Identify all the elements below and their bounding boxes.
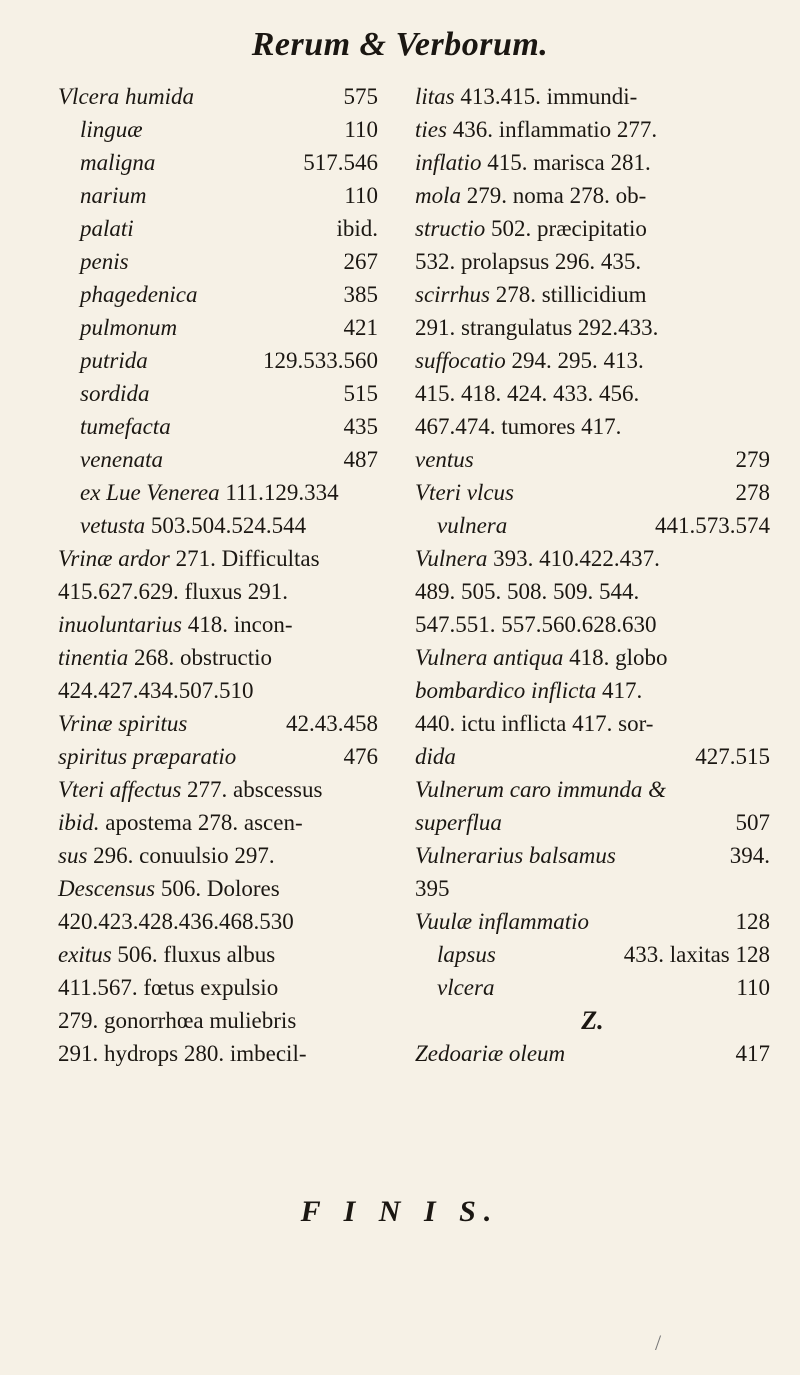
entry-reference: 441.573.574 <box>655 513 770 538</box>
entry-term: Vteri affectus <box>58 777 182 802</box>
index-entry <box>415 674 770 707</box>
entry-term: spiritus præparatio <box>58 744 237 769</box>
entry-term: vlcera <box>437 975 495 1000</box>
entry-reference: 424.427.434.507.510 <box>58 678 254 703</box>
entry-reference: 421 <box>343 315 378 340</box>
index-entry <box>58 1037 378 1070</box>
entry-term: mola <box>415 183 461 208</box>
entry-reference: 278. stillicidium <box>495 282 647 307</box>
index-entry <box>415 113 770 146</box>
entry-term: ibid. <box>58 810 100 835</box>
entry-reference: 427.515 <box>695 744 770 769</box>
entry-reference: 394. <box>729 843 770 868</box>
entry-reference: 110 <box>736 975 770 1000</box>
page-header: Rerum & Verborum. <box>251 26 549 63</box>
index-entry <box>415 344 770 377</box>
entry-reference: 436. inflammatio 277. <box>452 117 658 142</box>
entry-term: Vuulæ inflammatio <box>415 909 589 934</box>
index-entry <box>415 245 770 278</box>
entry-reference: 413.415. immundi- <box>460 84 638 109</box>
entry-reference: 395 <box>415 876 450 901</box>
entry-term: tumefacta <box>80 414 171 439</box>
left-column <box>58 80 378 1070</box>
entry-reference: 415. 418. 424. 433. 456. <box>415 381 640 406</box>
index-entry <box>58 905 378 938</box>
entry-term: structio <box>415 216 486 241</box>
entry-reference: 415. marisca 281. <box>487 150 651 175</box>
entry-term: superflua <box>415 810 502 835</box>
entry-reference: 291. strangulatus 292.433. <box>415 315 659 340</box>
entry-reference: 502. præcipitatio <box>491 216 647 241</box>
entry-reference: 111.129.334 <box>225 480 339 505</box>
entry-term: Descensus <box>58 876 156 901</box>
index-entry <box>415 575 770 608</box>
index-entry <box>58 212 378 245</box>
entry-term: inflatio <box>415 150 482 175</box>
entry-term: palati <box>80 216 134 241</box>
index-entry <box>415 938 770 971</box>
entry-reference: 129.533.560 <box>263 348 378 373</box>
entry-term: Vulnera antiqua <box>415 645 564 670</box>
entry-term: ties <box>415 117 447 142</box>
index-entry <box>58 839 378 872</box>
entry-reference: 503.504.524.544 <box>150 513 307 538</box>
entry-reference: 385 <box>343 282 378 307</box>
index-entry <box>415 1037 770 1070</box>
entry-reference: 417 <box>735 1041 770 1066</box>
index-entry <box>415 872 770 905</box>
entry-reference: 440. ictu inflicta 417. sor- <box>415 711 654 736</box>
entry-reference: 415.627.629. fluxus 291. <box>58 579 288 604</box>
entry-reference: 411.567. fœtus expulsio <box>58 975 279 1000</box>
stray-mark: / <box>655 1330 662 1355</box>
finis-footer: F I N I S. <box>300 1195 500 1228</box>
entry-term: suffocatio <box>415 348 506 373</box>
entry-reference: 476 <box>343 744 378 769</box>
index-entry <box>58 1004 378 1037</box>
entry-reference: 506. fluxus albus <box>117 942 276 967</box>
entry-term: maligna <box>80 150 156 175</box>
entry-term: vetusta <box>80 513 146 538</box>
entry-term: Vulnerum caro immunda & <box>415 777 667 802</box>
entry-term: Vteri vlcus <box>415 480 514 505</box>
entry-reference: 515 <box>343 381 378 406</box>
index-entry <box>58 740 378 773</box>
index-entry <box>415 311 770 344</box>
entry-reference: 277. abscessus <box>187 777 323 802</box>
entry-reference: 271. Difficultas <box>175 546 320 571</box>
entry-reference: 433. laxitas 128 <box>623 942 770 967</box>
entry-reference: 507 <box>735 810 770 835</box>
entry-reference: 575 <box>343 84 378 109</box>
entry-reference: 279 <box>735 447 770 472</box>
entry-term: vulnera <box>437 513 508 538</box>
entry-term: sordida <box>80 381 150 406</box>
index-entry <box>58 773 378 806</box>
index-entry <box>58 641 378 674</box>
index-entry <box>58 278 378 311</box>
index-entry <box>415 773 770 806</box>
index-entry <box>415 212 770 245</box>
entry-term: venenata <box>80 447 164 472</box>
entry-term: sus <box>58 843 88 868</box>
index-entry <box>415 179 770 212</box>
entry-term: bombardico inflicta <box>415 678 597 703</box>
entry-term: ex Lue Venerea <box>80 480 220 505</box>
entry-reference: 487 <box>343 447 378 472</box>
entry-reference: 506. Dolores <box>160 876 280 901</box>
index-entry <box>58 311 378 344</box>
index-entry <box>58 542 378 575</box>
entry-reference: 296. conuulsio 297. <box>93 843 275 868</box>
entry-reference: 393. 410.422.437. <box>493 546 660 571</box>
index-entry <box>415 443 770 476</box>
index-entry <box>415 1004 770 1037</box>
entry-reference: 517.546 <box>303 150 378 175</box>
index-entry <box>58 344 378 377</box>
index-entry <box>58 80 378 113</box>
entry-reference: 467.474. tumores 417. <box>415 414 622 439</box>
index-entry <box>415 278 770 311</box>
entry-reference: 435 <box>343 414 378 439</box>
entry-term: inuoluntarius <box>58 612 182 637</box>
entry-term: narium <box>80 183 147 208</box>
entry-reference: 110 <box>344 117 378 142</box>
entry-term: putrida <box>80 348 148 373</box>
entry-reference: 294. 295. 413. <box>511 348 644 373</box>
entry-reference: 420.423.428.436.468.530 <box>58 909 294 934</box>
index-entry <box>58 245 378 278</box>
index-entry <box>58 806 378 839</box>
index-entry <box>415 542 770 575</box>
index-entry <box>415 146 770 179</box>
entry-term: exitus <box>58 942 112 967</box>
entry-term: tinentia <box>58 645 129 670</box>
entry-reference: 279. gonorrhœa muliebris <box>58 1008 297 1033</box>
index-entry <box>58 179 378 212</box>
entry-term: Vrinæ spiritus <box>58 711 188 736</box>
entry-term: Zedoariæ oleum <box>415 1041 566 1066</box>
index-entry <box>415 905 770 938</box>
index-entry <box>58 674 378 707</box>
index-entry <box>58 410 378 443</box>
entry-reference: 268. obstructio <box>134 645 273 670</box>
entry-term: pulmonum <box>80 315 178 340</box>
entry-reference: 418. incon- <box>187 612 293 637</box>
index-entry <box>58 113 378 146</box>
index-entry <box>58 377 378 410</box>
index-entry <box>58 872 378 905</box>
index-entry <box>415 839 770 872</box>
entry-reference: 417. <box>601 678 643 703</box>
entry-term: linguæ <box>80 117 143 142</box>
index-entry <box>415 410 770 443</box>
entry-term: Vulnera <box>415 546 488 571</box>
index-entry <box>415 476 770 509</box>
entry-term: ventus <box>415 447 474 472</box>
index-entry <box>415 509 770 542</box>
entry-reference: 418. globo <box>569 645 668 670</box>
index-entry <box>58 476 378 509</box>
index-entry <box>415 740 770 773</box>
index-entry <box>58 575 378 608</box>
entry-reference: 278 <box>735 480 770 505</box>
right-column <box>415 80 770 1070</box>
entry-reference: 110 <box>344 183 378 208</box>
entry-term: Vlcera humida <box>58 84 195 109</box>
index-entry <box>415 608 770 641</box>
index-entry <box>58 707 378 740</box>
entry-term: lapsus <box>437 942 496 967</box>
index-entry <box>58 509 378 542</box>
entry-term: Vrinæ ardor <box>58 546 170 571</box>
index-entry <box>58 146 378 179</box>
entry-term: Z. <box>581 1006 604 1035</box>
index-entry <box>58 971 378 1004</box>
entry-reference: 489. 505. 508. 509. 544. <box>415 579 640 604</box>
entry-reference: 42.43.458 <box>286 711 378 736</box>
entry-reference: 128 <box>735 909 770 934</box>
entry-reference: 267 <box>343 249 378 274</box>
entry-reference: 291. hydrops 280. imbecil- <box>58 1041 307 1066</box>
entry-term: penis <box>80 249 129 274</box>
entry-term: scirrhus <box>415 282 490 307</box>
entry-reference: ibid. <box>336 216 378 241</box>
entry-reference: 279. noma 278. ob- <box>466 183 647 208</box>
index-entry <box>415 971 770 1004</box>
index-entry <box>58 608 378 641</box>
entry-term: litas <box>415 84 455 109</box>
index-entry <box>58 443 378 476</box>
entry-reference: 532. prolapsus 296. 435. <box>415 249 642 274</box>
entry-term: Vulnerarius balsamus <box>415 843 616 868</box>
entry-term: dida <box>415 744 456 769</box>
index-entry <box>415 377 770 410</box>
index-entry <box>415 707 770 740</box>
index-entry <box>58 938 378 971</box>
entry-term: phagedenica <box>80 282 198 307</box>
entry-reference: apostema 278. ascen- <box>105 810 303 835</box>
index-entry <box>415 80 770 113</box>
index-entry <box>415 641 770 674</box>
entry-reference: 547.551. 557.560.628.630 <box>415 612 657 637</box>
index-entry <box>415 806 770 839</box>
